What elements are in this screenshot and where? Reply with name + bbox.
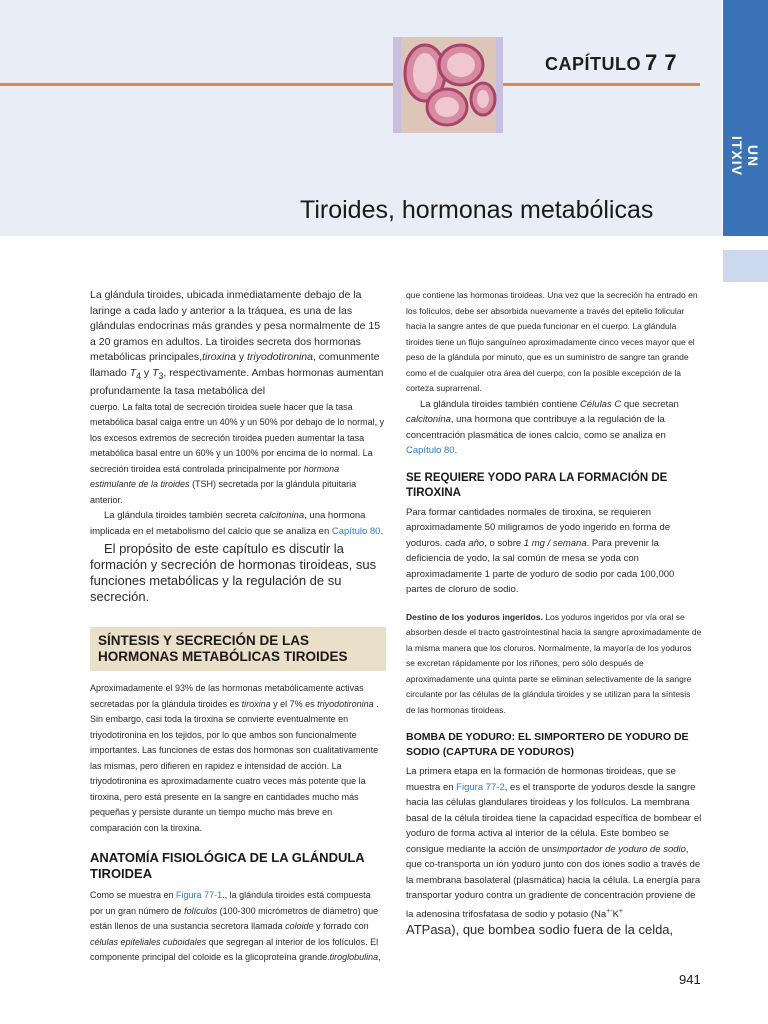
iodide-pump-continuation: ATPasa), que bombea sodio fuera de la celda, xyxy=(406,922,674,938)
section-heading-synthesis: SÍNTESIS Y SECRECIÓN DE LAS HORMONAS METABÓLICAS TIROIDES xyxy=(90,627,386,671)
unit-tab-secondary xyxy=(723,250,768,282)
chapter-label: CAPÍTULO 7 7 xyxy=(545,50,678,75)
section-heading-iodide-pump: BOMBA DE YODURO: EL SIMPORTERO DE YODURO DE SODIO (CAPTURA DE YODUROS) xyxy=(406,731,689,758)
unit-tab-label: UN ITXIV xyxy=(729,135,761,176)
right-column xyxy=(406,288,702,938)
iodide-fate-paragraph: Destino de los yoduros ingeridos. Los yoduros ingeridos por vía oral se absorben desde el tracto gastrointestinal hacia la sangre aproximadamente de la misma manera que los cloruros. Normalmente, la mayoría de los yoduros se excretan rápidamente por los riñones, pero sólo después de aproximadamente una quinta parte se eliminan selectivamente de la sangre circulante por las células de la glándula tiroides y se utilizan para la síntesis de las hormonas tiroideas. xyxy=(406,611,702,715)
anatomy-paragraph: Como se muestra en Figura 77-1., la glándula tiroides está compuesta por un gran número de folículos (100-300 micrómetros de diámetro) que están llenos de una sustancia secretora llamada coloide y forrado con células epiteliales cuboidales que segregan al interior de los folículos. El componente principal del coloide es la glicoproteína grande.tiroglobulina, xyxy=(90,890,381,963)
chapter-80-link[interactable]: Capítulo 80 xyxy=(331,525,381,537)
figure-77-2-link[interactable]: Figura 77-2 xyxy=(456,781,505,793)
c-cells-paragraph: La glándula tiroides también contiene Células C que secretan calcitonina, una hormona que contribuye a la regulación de la concentración plasmática de iones calcio, como se analiza en Capítulo 80. xyxy=(406,398,679,456)
thyroid-follicles-micrograph xyxy=(393,37,503,133)
intro-paragraph: La glándula tiroides, ubicada inmediatamente debajo de la laringe a cada lado y anterior a la tráquea, es una de las glándulas endocrinas más grandes y pesa normalmente de 15 a 20 gramos en adultos. La tiroides secreta dos hormonas metabólicas principales,tiroxina y triyodotironina, comunmente llamado $T_4$ y $T_3$, respectivamente. Ambas hormonas aumentan profundamente la tasa metabólica del xyxy=(90,289,384,398)
unit-tab xyxy=(723,0,768,236)
purpose-paragraph: El propósito de este capítulo es discutir la formación y secreción de hormonas tiroideas, sus funciones metabólicas y la regulación de su secreción. xyxy=(90,541,377,605)
figure-77-1-link[interactable]: Figura 77-1 xyxy=(176,890,223,901)
iodide-pump-paragraph: La primera etapa en la formación de hormonas tiroideas, que se muestra en Figura 77-2, es el transporte de yoduros desde la sangre hacia las células glandulares tiroideas y los folículos. La membrana basal de la célula tiroidea tiene la capacidad específica de bombear el yoduro de forma activa al interior de la célula. Este bombeo se consigue mediante la acción de unsimportador de yoduro de sodio, que co-transporta un ión yoduro junto con dos iones sodio a través de la membrana basolateral (plasmática) hacia la célula. La energía para transportar yoduro contra un gradiente de concentración proviene de la adenosina trifosfatasa de sodio y potasio (Na+-K+ xyxy=(406,766,702,920)
iodide-fate-lead: Destino de los yoduros ingeridos. xyxy=(406,611,543,622)
chapter-80-link-2[interactable]: Capítulo 80 xyxy=(406,445,455,456)
iodine-paragraph: Para formar cantidades normales de tiroxina, se requieren aproximadamente 50 miligramos de yodo ingerido en forma de yoduros. cada año, o sobre 1 mg / semana. Para prevenir la deficiencia de yodo, la sal común de mesa se yoda con aproximadamente 1 parte de yoduro de sodio por cada 100,000 partes de cloruro de sodio. xyxy=(406,506,675,595)
synthesis-paragraph: Aproximadamente el 93% de las hormonas metabólicamente activas secretadas por la glándula tiroides es tiroxina y el 7% es triyodotironina . Sin embargo, casi toda la tiroxina se convierte eventualmente en triyodotironina en los tejidos, por lo que ambos son funcionalmente importantes. Las funciones de estas dos hormonas son cualitativamente las mismas, pero difieren en rapidez e intensidad de acción. La triyodotironina es aproximadamente cuatro veces más potente que la tiroxina, pero está presente en la sangre en cantidades mucho más pequeñas y persiste durante un tiempo mucho más breve en comparación con la tiroxina. xyxy=(90,683,379,833)
page-title: Tiroides, hormonas metabólicas xyxy=(300,196,654,224)
header-rule-left xyxy=(0,83,393,86)
calcitonin-paragraph: La glándula tiroides también secreta calcitonina, una hormona implicada en el metabolismo del calcio que se analiza en Capítulo 80. xyxy=(90,510,384,537)
chapter-number: 7 7 xyxy=(645,50,678,75)
section-heading-anatomy: ANATOMÍA FISIOLÓGICA DE LA GLÁNDULA TIROIDEA xyxy=(90,850,365,882)
intro-paragraph-2: cuerpo. La falta total de secreción tiroidea suele hacer que la tasa metabólica basal caiga entre un 40% y un 50% por debajo de lo normal, y los excesos extremos de secreción tiroidea pueden aumentar la tasa metabólica basal entre un 60% y un 100% por encima de lo normal. La secreción tiroidea está controlada principalmente por hormona estimulante de la tiroides (TSH) secretada por la glándula pituitaria anterior. xyxy=(90,401,385,505)
left-column xyxy=(90,288,386,966)
follicle-paragraph: que contiene las hormonas tiroideas. Una vez que la secreción ha entrado en los folículos, debe ser absorbida nuevamente a través del epitelio folicular hacia la sangre antes de que pueda funcionar en el cuerpo. La glándula tiroides tiene un flujo sanguíneo aproximadamente cinco veces mayor que el peso de la glándula por minuto, que es un suministro de sangre tan grande como el de cualquier otra área del cuerpo, con la posible excepción de la corteza suprarrenal. xyxy=(406,290,698,393)
page-number: 941 xyxy=(679,972,701,987)
section-heading-iodine: SE REQUIERE YODO PARA LA FORMACIÓN DE TIROXINA xyxy=(406,471,668,499)
header-rule-right xyxy=(503,83,700,86)
